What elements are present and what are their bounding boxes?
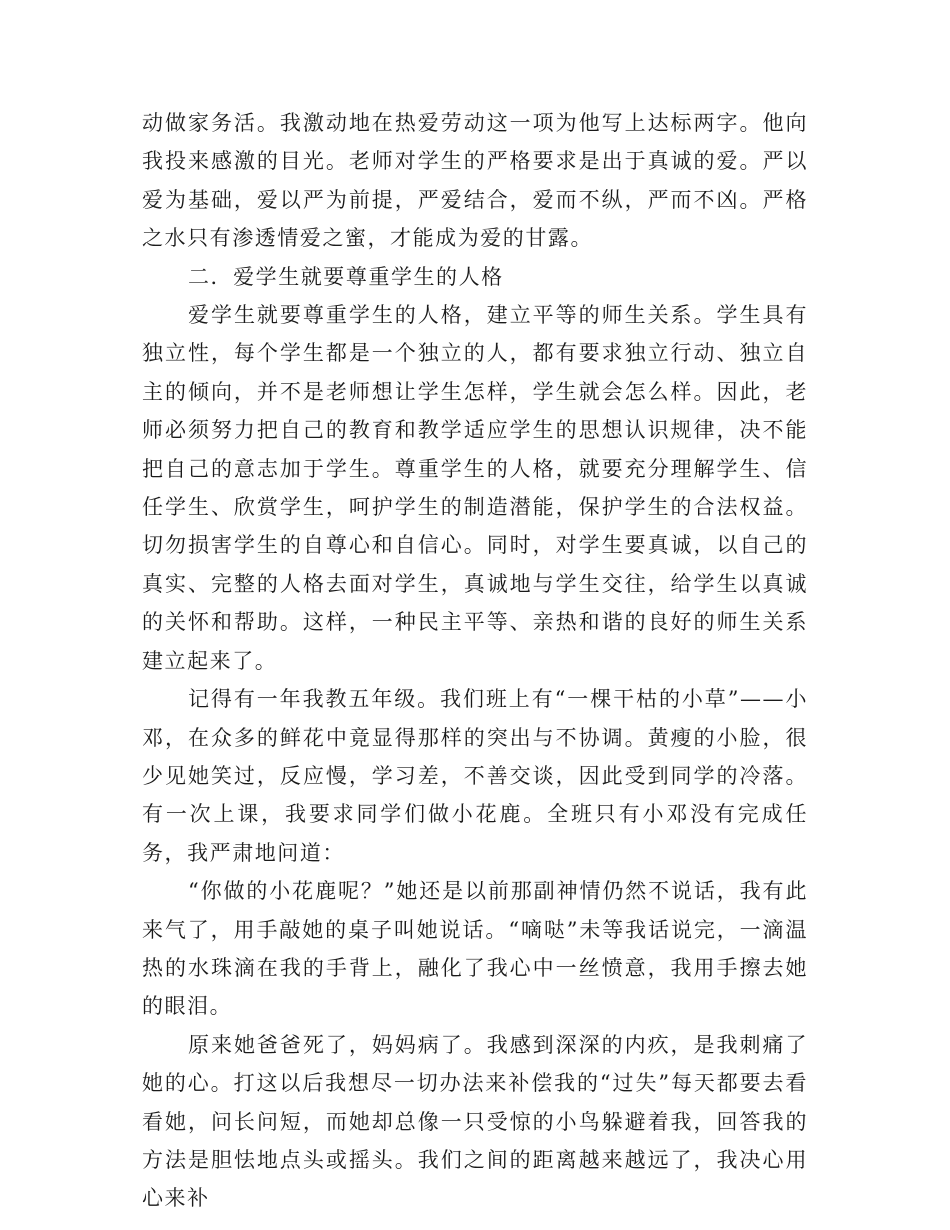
paragraph-story-continued: 原来她爸爸死了，妈妈病了。我感到深深的内疚，是我刺痛了她的心。打这以后我想尽一切办法来补偿我的“过失”每天都要去看看她，问长问短，而她却总像一只受惊的小鸟躲避着我，回答我的方法是胆怯地点头或摇头。我们之间的距离越来越远了，我决心用心来补 bbox=[142, 1032, 808, 1211]
paragraph-story-intro: 记得有一年我教五年级。我们班上有“一棵干枯的小草”——小邓，在众多的鲜花中竟显得那样的突出与不协调。黄瘦的小脸，很少见她笑过，反应慢，学习差，不善交谈，因此受到同学的冷落。有一次上课，我要求同学们做小花鹿。全班只有小邓没有完成任务，我严肃地问道： bbox=[142, 687, 808, 865]
paragraph-respect-personality: 爱学生就要尊重学生的人格，建立平等的师生关系。学生具有独立性，每个学生都是一个独立的人，都有要求独立行动、独立自主的倾向，并不是老师想让学生怎样，学生就会怎么样。因此，老师必须努力把自己的教育和教学适应学生的思想认识规律，决不能把自己的意志加于学生。尊重学生的人格，就要充分理解学生、信任学生、欣赏学生，呵护学生的制造潜能，保护学生的合法权益。切勿损害学生的自尊心和自信心。同时，对学生要真诚，以自己的真实、完整的人格去面对学生，真诚地与学生交往，给学生以真诚的关怀和帮助。这样，一种民主平等、亲热和谐的良好的师生关系建立起来了。 bbox=[142, 303, 808, 673]
section-heading: 二．爱学生就要尊重学生的人格 bbox=[188, 264, 504, 289]
document-body bbox=[142, 104, 808, 1218]
paragraph-dialogue: “你做的小花鹿呢？”她还是以前那副神情仍然不说话，我有此来气了，用手敲她的桌子叫她说话。“嘀哒”未等我话说完，一滴温热的水珠滴在我的手背上，融化了我心中一丝愤意，我用手擦去她的眼泪。 bbox=[142, 879, 808, 1019]
paragraph-continuation: 动做家务活。我激动地在热爱劳动这一项为他写上达标两字。他向我投来感激的目光。老师对学生的严格要求是出于真诚的爱。严以爱为基础，爱以严为前提，严爱结合，爱而不纵，严而不凶。严格之水只有渗透情爱之蜜，才能成为爱的甘露。 bbox=[142, 111, 808, 251]
